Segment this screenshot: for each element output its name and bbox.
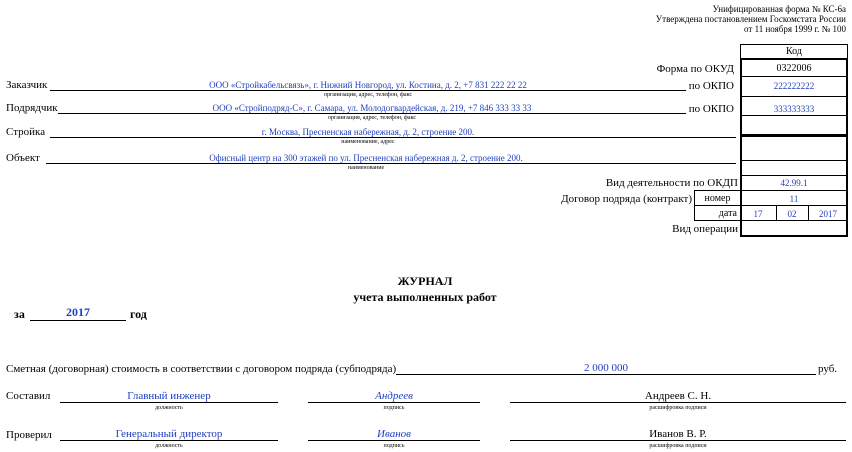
document-subtitle: учета выполненных работ bbox=[353, 290, 497, 304]
site-label: Стройка bbox=[6, 126, 46, 138]
contractor-caption: организация, адрес, телефон, факс bbox=[327, 115, 417, 121]
cost-unit: руб. bbox=[818, 363, 838, 375]
document-title: ЖУРНАЛ bbox=[397, 274, 453, 288]
period-label: за bbox=[14, 307, 25, 321]
date-day: 17 bbox=[753, 209, 763, 219]
period-year: 2017 bbox=[66, 305, 90, 319]
okpo-value-contractor: 333333333 bbox=[773, 104, 815, 114]
period-suffix: год bbox=[130, 307, 147, 321]
code-header: Код bbox=[786, 46, 802, 57]
date-month: 02 bbox=[787, 209, 797, 219]
compiled-label: Составил bbox=[6, 390, 51, 402]
checked-position-caption: должность bbox=[155, 443, 183, 449]
checked-position: Генеральный директор bbox=[115, 428, 223, 440]
object-caption: наименование bbox=[347, 165, 385, 171]
compiled-name-caption: расшифровка подписи bbox=[649, 405, 707, 411]
form-name: Унифицированная форма № КС-6а bbox=[712, 4, 846, 14]
compiled-position: Главный инженер bbox=[127, 390, 211, 402]
checked-signature: Иванов bbox=[377, 428, 411, 440]
compiled-signature-caption: подпись bbox=[383, 405, 405, 411]
cost-value: 2 000 000 bbox=[584, 362, 628, 374]
okdp-label: Вид деятельности по ОКДП bbox=[605, 177, 738, 189]
customer-value: ООО «Стройкабельсвязь», г. Нижний Новгород, ул. Костина, д. 2, +7 831 222 22 22 bbox=[209, 80, 527, 90]
checked-label: Проверил bbox=[6, 429, 52, 441]
object-label: Объект bbox=[6, 152, 40, 164]
operation-label: Вид операции bbox=[672, 223, 738, 235]
contract-label: Договор подряда (контракт) bbox=[561, 193, 692, 205]
object-value: Офисный центр на 300 этажей по ул. Пресненская набережная д. 2, строение 200. bbox=[209, 153, 523, 163]
checked-name: Иванов В. Р. bbox=[649, 428, 707, 440]
checked-name-caption: расшифровка подписи bbox=[649, 443, 707, 449]
compiled-position-caption: должность bbox=[155, 405, 183, 411]
okdp-value: 42.99.1 bbox=[780, 178, 808, 188]
form-header bbox=[546, 4, 846, 34]
okpo-label-customer: по ОКПО bbox=[688, 80, 734, 92]
approval-date: от 11 ноября 1999 г. № 100 bbox=[744, 24, 846, 34]
compiled-name: Андреев С. Н. bbox=[644, 390, 712, 402]
okud-value: 0322006 bbox=[776, 63, 812, 74]
okpo-value-customer: 222222222 bbox=[773, 81, 815, 91]
okud-label: Форма по ОКУД bbox=[656, 63, 734, 75]
date-label: дата bbox=[718, 208, 737, 219]
checked-signature-caption: подпись bbox=[383, 443, 405, 449]
site-caption: наименование, адрес bbox=[341, 139, 395, 145]
contractor-value: ООО «Стройподряд-С», г. Самара, ул. Молодогвардейская, д. 219, +7 846 333 33 33 bbox=[212, 103, 532, 113]
number-label: номер bbox=[704, 193, 731, 204]
customer-label: Заказчик bbox=[6, 79, 48, 91]
contractor-label: Подрядчик bbox=[6, 102, 58, 114]
site-value: г. Москва, Пресненская набережная, д. 2, строение 200. bbox=[261, 127, 475, 137]
okpo-label-contractor: по ОКПО bbox=[688, 103, 734, 115]
cost-label: Сметная (договорная) стоимость в соответствии с договором подряда (субподряда) bbox=[6, 363, 397, 375]
customer-caption: организация, адрес, телефон, факс bbox=[323, 92, 413, 98]
compiled-signature: Андреев bbox=[375, 390, 413, 402]
date-year: 2017 bbox=[819, 209, 837, 219]
contract-number: 11 bbox=[789, 194, 799, 204]
approval-text: Утверждена постановлением Госкомстата России bbox=[655, 14, 846, 24]
